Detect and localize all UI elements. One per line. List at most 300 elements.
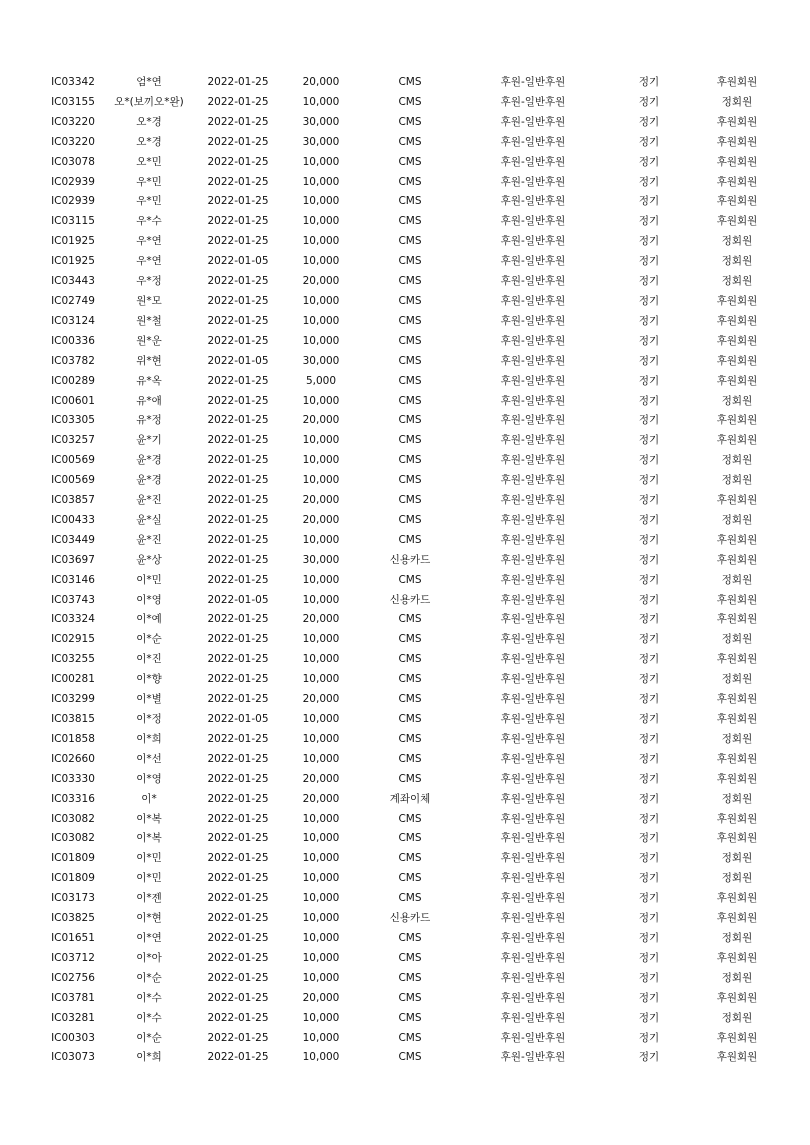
table-row [38,969,778,989]
table-row [38,173,778,193]
record-id-cell: IC00569 [51,454,95,467]
member-type-cell: 후원회원 [716,812,758,825]
date-cell: 2022-01-25 [207,693,269,706]
record-id-cell: IC03299 [51,693,95,706]
category-cell: 후원-일반후원 [500,573,566,586]
donor-name-cell: 오*민 [136,155,162,168]
table-row [38,153,778,173]
member-type-cell: 후원회원 [716,892,758,905]
record-id-cell: IC03305 [51,414,95,427]
table-row [38,690,778,710]
donor-name-cell: 우*연 [136,255,162,268]
record-id-cell: IC03257 [51,434,95,447]
category-cell: 후원-일반후원 [500,613,566,626]
record-id-cell: IC03115 [51,215,95,228]
amount-cell: 10,000 [302,294,340,307]
payment-method-cell: CMS [398,991,422,1004]
category-cell: 후원-일반후원 [500,513,566,526]
category-cell: 후원-일반후원 [500,334,566,347]
amount-cell: 10,000 [302,573,340,586]
date-cell: 2022-01-05 [207,593,269,606]
amount-cell: 20,000 [302,275,340,288]
amount-cell: 10,000 [302,533,340,546]
member-type-cell: 후원회원 [716,314,758,327]
category-cell: 후원-일반후원 [500,752,566,765]
table-row [38,989,778,1009]
record-id-cell: IC00601 [51,394,95,407]
donation-records-table [38,73,778,1068]
category-cell: 후원-일반후원 [500,852,566,865]
amount-cell: 30,000 [302,553,340,566]
record-id-cell: IC02939 [51,175,95,188]
amount-cell: 10,000 [302,832,340,845]
record-id-cell: IC02939 [51,195,95,208]
table-row [38,392,778,412]
category-cell: 후원-일반후원 [500,76,566,88]
amount-cell: 30,000 [302,135,340,148]
category-cell: 후원-일반후원 [500,155,566,168]
member-type-cell: 후원회원 [716,175,758,188]
member-type-cell: 후원회원 [716,713,758,725]
donor-name-cell: 이*민 [136,872,162,885]
donor-name-cell: 우*민 [136,175,162,188]
category-cell: 후원-일반후원 [500,872,566,885]
donor-name-cell: 이*선 [136,752,162,765]
donor-name-cell: 이*희 [136,732,162,745]
table-row [38,929,778,949]
donor-name-cell: 유*옥 [136,374,162,387]
date-cell: 2022-01-25 [207,95,269,108]
amount-cell: 10,000 [302,195,340,208]
donor-name-cell: 이*순 [136,1031,162,1044]
payment-method-cell: CMS [398,732,422,745]
table-row [38,889,778,909]
table-row [38,909,778,929]
member-type-cell: 후원회원 [716,294,758,307]
amount-cell: 10,000 [302,1051,340,1064]
member-type-cell: 정회원 [721,573,753,586]
date-cell: 2022-01-25 [207,1051,269,1064]
donor-name-cell: 이*아 [136,951,162,964]
date-cell: 2022-01-25 [207,912,269,925]
amount-cell: 10,000 [302,215,340,228]
payment-method-cell: CMS [398,613,422,626]
cycle-cell: 정기 [638,673,660,686]
date-cell: 2022-01-25 [207,812,269,825]
payment-method-cell: CMS [398,693,422,706]
payment-method-cell: CMS [398,494,422,507]
member-type-cell: 정회원 [721,255,753,268]
payment-method-cell: CMS [398,115,422,128]
category-cell: 후원-일반후원 [500,553,566,566]
amount-cell: 10,000 [302,912,340,925]
payment-method-cell: CMS [398,951,422,964]
donor-name-cell: 원*모 [136,294,162,307]
record-id-cell: IC02749 [51,294,95,307]
cycle-cell: 정기 [638,593,660,606]
donor-name-cell: 우*수 [136,215,162,228]
record-id-cell: IC01858 [51,732,95,745]
date-cell: 2022-01-25 [207,314,269,327]
payment-method-cell: CMS [398,434,422,447]
donor-name-cell: 이*영 [136,772,162,785]
cycle-cell: 정기 [638,832,660,845]
member-type-cell: 후원회원 [716,354,758,367]
date-cell: 2022-01-25 [207,434,269,447]
member-type-cell: 후원회원 [716,334,758,347]
date-cell: 2022-01-25 [207,235,269,248]
record-id-cell: IC03342 [51,76,95,88]
record-id-cell: IC00336 [51,334,95,347]
category-cell: 후원-일반후원 [500,494,566,507]
date-cell: 2022-01-25 [207,931,269,944]
record-id-cell: IC01809 [51,872,95,885]
donor-name-cell: 이*정 [136,713,162,725]
donor-name-cell: 윤*진 [136,533,162,546]
member-type-cell: 정회원 [721,872,753,885]
payment-method-cell: CMS [398,235,422,248]
cycle-cell: 정기 [638,772,660,785]
amount-cell: 30,000 [302,354,340,367]
cycle-cell: 정기 [638,951,660,964]
amount-cell: 10,000 [302,713,340,725]
payment-method-cell: CMS [398,474,422,487]
date-cell: 2022-01-25 [207,971,269,984]
amount-cell: 5,000 [305,374,337,387]
amount-cell: 20,000 [302,613,340,626]
date-cell: 2022-01-05 [207,354,269,367]
payment-method-cell: CMS [398,414,422,427]
member-type-cell: 후원회원 [716,195,758,208]
category-cell: 후원-일반후원 [500,832,566,845]
amount-cell: 20,000 [302,693,340,706]
cycle-cell: 정기 [638,414,660,427]
date-cell: 2022-01-25 [207,852,269,865]
record-id-cell: IC03255 [51,653,95,666]
amount-cell: 10,000 [302,434,340,447]
cycle-cell: 정기 [638,76,660,88]
cycle-cell: 정기 [638,454,660,467]
member-type-cell: 후원회원 [716,215,758,228]
table-row [38,1009,778,1029]
date-cell: 2022-01-25 [207,1031,269,1044]
category-cell: 후원-일반후원 [500,772,566,785]
category-cell: 후원-일반후원 [500,673,566,686]
cycle-cell: 정기 [638,135,660,148]
record-id-cell: IC03078 [51,155,95,168]
amount-cell: 10,000 [302,593,340,606]
payment-method-cell: CMS [398,314,422,327]
payment-method-cell: 신용카드 [389,912,431,925]
cycle-cell: 정기 [638,752,660,765]
payment-method-cell: CMS [398,892,422,905]
member-type-cell: 정회원 [721,1011,753,1024]
cycle-cell: 정기 [638,872,660,885]
date-cell: 2022-01-25 [207,135,269,148]
payment-method-cell: CMS [398,135,422,148]
date-cell: 2022-01-25 [207,513,269,526]
donor-name-cell: 이*민 [136,852,162,865]
amount-cell: 10,000 [302,155,340,168]
amount-cell: 10,000 [302,673,340,686]
record-id-cell: IC03220 [51,135,95,148]
donor-name-cell: 이*복 [136,832,162,845]
table-row [38,113,778,133]
category-cell: 후원-일반후원 [500,1031,566,1044]
payment-method-cell: 계좌이체 [389,792,431,805]
amount-cell: 10,000 [302,872,340,885]
table-row [38,591,778,611]
donor-name-cell: 이*젠 [136,892,162,905]
date-cell: 2022-01-25 [207,195,269,208]
date-cell: 2022-01-25 [207,892,269,905]
date-cell: 2022-01-25 [207,374,269,387]
cycle-cell: 정기 [638,334,660,347]
date-cell: 2022-01-25 [207,991,269,1004]
donor-name-cell: 이*예 [136,613,162,626]
payment-method-cell: CMS [398,513,422,526]
table-body [38,73,778,1068]
amount-cell: 10,000 [302,1011,340,1024]
cycle-cell: 정기 [638,394,660,407]
table-row [38,272,778,292]
table-row [38,431,778,451]
category-cell: 후원-일반후원 [500,275,566,288]
payment-method-cell: CMS [398,275,422,288]
category-cell: 후원-일반후원 [500,812,566,825]
category-cell: 후원-일반후원 [500,414,566,427]
table-row [38,730,778,750]
record-id-cell: IC03330 [51,772,95,785]
cycle-cell: 정기 [638,1031,660,1044]
cycle-cell: 정기 [638,533,660,546]
table-row [38,252,778,272]
table-row [38,451,778,471]
member-type-cell: 후원회원 [716,613,758,626]
record-id-cell: IC00569 [51,474,95,487]
category-cell: 후원-일반후원 [500,633,566,646]
member-type-cell: 후원회원 [716,414,758,427]
date-cell: 2022-01-25 [207,832,269,845]
record-id-cell: IC01925 [51,235,95,248]
category-cell: 후원-일반후원 [500,931,566,944]
date-cell: 2022-01-05 [207,255,269,268]
amount-cell: 20,000 [302,772,340,785]
member-type-cell: 후원회원 [716,553,758,566]
table-row [38,670,778,690]
cycle-cell: 정기 [638,553,660,566]
table-row [38,790,778,810]
record-id-cell: IC03782 [51,354,95,367]
cycle-cell: 정기 [638,374,660,387]
amount-cell: 10,000 [302,653,340,666]
cycle-cell: 정기 [638,713,660,725]
record-id-cell: IC00289 [51,374,95,387]
cycle-cell: 정기 [638,434,660,447]
date-cell: 2022-01-25 [207,334,269,347]
payment-method-cell: CMS [398,772,422,785]
table-row [38,750,778,770]
amount-cell: 10,000 [302,812,340,825]
member-type-cell: 후원회원 [716,593,758,606]
record-id-cell: IC03324 [51,613,95,626]
date-cell: 2022-01-25 [207,414,269,427]
amount-cell: 10,000 [302,951,340,964]
category-cell: 후원-일반후원 [500,215,566,228]
payment-method-cell: CMS [398,673,422,686]
donor-name-cell: 우*민 [136,195,162,208]
payment-method-cell: CMS [398,195,422,208]
date-cell: 2022-01-25 [207,872,269,885]
payment-method-cell: 신용카드 [389,593,431,606]
payment-method-cell: CMS [398,872,422,885]
donor-name-cell: 원*철 [136,314,162,327]
amount-cell: 10,000 [302,732,340,745]
record-id-cell: IC01925 [51,255,95,268]
cycle-cell: 정기 [638,1011,660,1024]
category-cell: 후원-일반후원 [500,892,566,905]
donor-name-cell: 이*희 [136,1051,162,1064]
cycle-cell: 정기 [638,314,660,327]
cycle-cell: 정기 [638,991,660,1004]
table-row [38,571,778,591]
cycle-cell: 정기 [638,931,660,944]
date-cell: 2022-01-25 [207,792,269,805]
donor-name-cell: 우*연 [136,235,162,248]
member-type-cell: 후원회원 [716,653,758,666]
amount-cell: 10,000 [302,752,340,765]
table-row [38,849,778,869]
record-id-cell: IC03082 [51,832,95,845]
cycle-cell: 정기 [638,653,660,666]
member-type-cell: 후원회원 [716,434,758,447]
table-row [38,770,778,790]
cycle-cell: 정기 [638,354,660,367]
member-type-cell: 후원회원 [716,494,758,507]
member-type-cell: 정회원 [721,235,753,248]
date-cell: 2022-01-25 [207,215,269,228]
category-cell: 후원-일반후원 [500,235,566,248]
category-cell: 후원-일반후원 [500,434,566,447]
donor-name-cell: 이*복 [136,812,162,825]
member-type-cell: 후원회원 [716,374,758,387]
category-cell: 후원-일반후원 [500,971,566,984]
table-row [38,1029,778,1049]
record-id-cell: IC03146 [51,573,95,586]
record-id-cell: IC03281 [51,1011,95,1024]
date-cell: 2022-01-25 [207,772,269,785]
date-cell: 2022-01-05 [207,713,269,725]
donor-name-cell: 엄*연 [136,76,162,88]
record-id-cell: IC03743 [51,593,95,606]
payment-method-cell: CMS [398,155,422,168]
payment-method-cell: CMS [398,95,422,108]
member-type-cell: 정회원 [721,971,753,984]
category-cell: 후원-일반후원 [500,135,566,148]
table-row [38,212,778,232]
table-row [38,531,778,551]
amount-cell: 10,000 [302,255,340,268]
payment-method-cell: CMS [398,971,422,984]
payment-method-cell: CMS [398,454,422,467]
payment-method-cell: CMS [398,354,422,367]
table-row [38,232,778,252]
date-cell: 2022-01-25 [207,573,269,586]
member-type-cell: 정회원 [721,275,753,288]
category-cell: 후원-일반후원 [500,533,566,546]
cycle-cell: 정기 [638,235,660,248]
payment-method-cell: CMS [398,1051,422,1064]
date-cell: 2022-01-25 [207,494,269,507]
cycle-cell: 정기 [638,275,660,288]
payment-method-cell: CMS [398,334,422,347]
table-row [38,869,778,889]
payment-method-cell: 신용카드 [389,553,431,566]
member-type-cell: 정회원 [721,792,753,805]
member-type-cell: 후원회원 [716,832,758,845]
donor-name-cell: 이*별 [136,693,162,706]
amount-cell: 10,000 [302,394,340,407]
record-id-cell: IC03220 [51,115,95,128]
category-cell: 후원-일반후원 [500,593,566,606]
donor-name-cell: 이*현 [136,912,162,925]
cycle-cell: 정기 [638,195,660,208]
category-cell: 후원-일반후원 [500,294,566,307]
category-cell: 후원-일반후원 [500,732,566,745]
category-cell: 후원-일반후원 [500,693,566,706]
cycle-cell: 정기 [638,892,660,905]
amount-cell: 10,000 [302,931,340,944]
date-cell: 2022-01-25 [207,633,269,646]
payment-method-cell: CMS [398,573,422,586]
table-row [38,1048,778,1068]
table-row [38,650,778,670]
amount-cell: 10,000 [302,633,340,646]
donor-name-cell: 이*진 [136,653,162,666]
category-cell: 후원-일반후원 [500,115,566,128]
cycle-cell: 정기 [638,294,660,307]
cycle-cell: 정기 [638,494,660,507]
record-id-cell: IC03815 [51,713,95,725]
payment-method-cell: CMS [398,255,422,268]
date-cell: 2022-01-25 [207,553,269,566]
record-id-cell: IC03082 [51,812,95,825]
cycle-cell: 정기 [638,215,660,228]
payment-method-cell: CMS [398,175,422,188]
member-type-cell: 정회원 [721,852,753,865]
cycle-cell: 정기 [638,155,660,168]
member-type-cell: 정회원 [721,931,753,944]
record-id-cell: IC03073 [51,1051,95,1064]
date-cell: 2022-01-25 [207,653,269,666]
amount-cell: 20,000 [302,414,340,427]
record-id-cell: IC00281 [51,673,95,686]
donor-name-cell: 이*순 [136,633,162,646]
payment-method-cell: CMS [398,294,422,307]
donor-name-cell: 이*수 [136,991,162,1004]
cycle-cell: 정기 [638,633,660,646]
amount-cell: 30,000 [302,115,340,128]
payment-method-cell: CMS [398,1031,422,1044]
category-cell: 후원-일반후원 [500,474,566,487]
record-id-cell: IC03443 [51,275,95,288]
cycle-cell: 정기 [638,513,660,526]
member-type-cell: 후원회원 [716,991,758,1004]
donor-name-cell: 이*향 [136,673,162,686]
payment-method-cell: CMS [398,533,422,546]
record-id-cell: IC03173 [51,892,95,905]
member-type-cell: 후원회원 [716,1051,758,1064]
